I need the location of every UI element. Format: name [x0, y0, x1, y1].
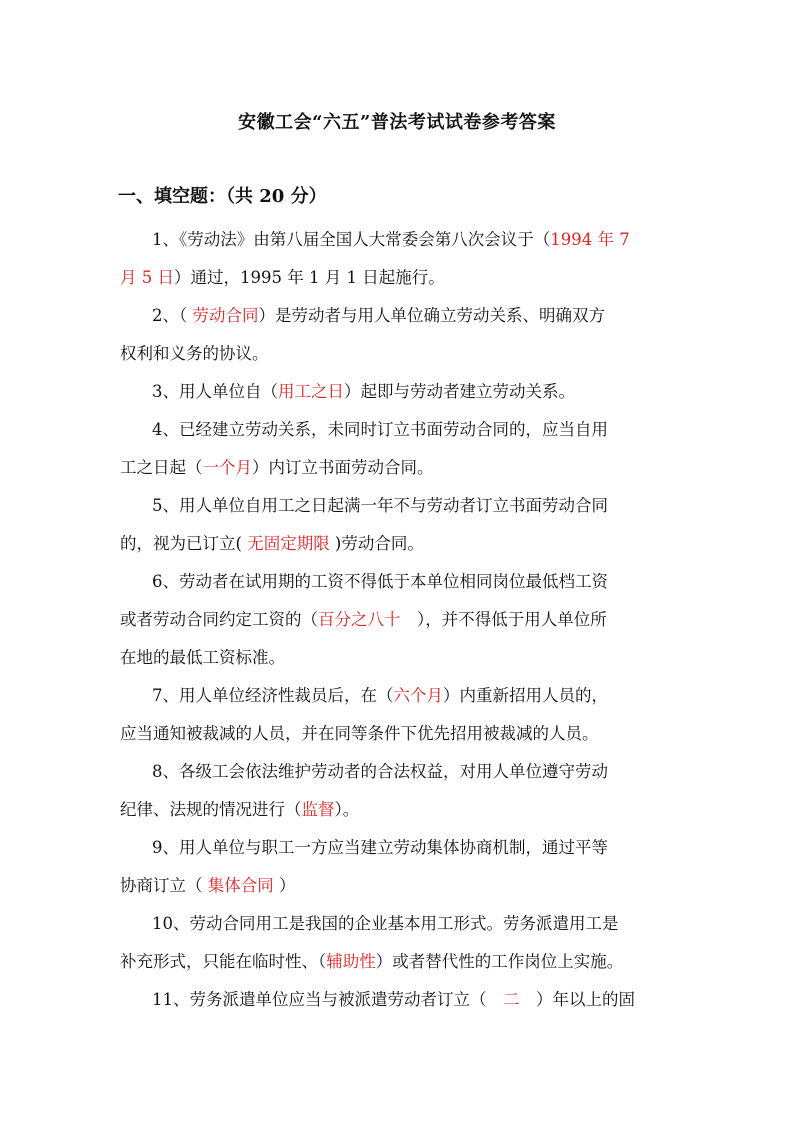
- question-text: 的，视为已订立(: [120, 534, 248, 553]
- question-item: [120, 905, 680, 981]
- question-text: 3、用人单位自（: [152, 382, 278, 401]
- question-text: 权利和义务的协议。: [120, 344, 269, 363]
- question-text: 4、已经建立劳动关系，未同时订立书面劳动合同的，应当自用: [152, 420, 608, 439]
- question-text: 10、劳动合同用工是我国的企业基本用工形式。劳务派遣用工是: [152, 914, 619, 933]
- question-line: [120, 297, 680, 335]
- question-text: 补充形式，只能在临时性、（: [120, 952, 327, 971]
- question-line: [120, 867, 680, 905]
- answer-text: 百分之八十: [318, 610, 401, 629]
- question-text: 5、用人单位自用工之日起满一年不与劳动者订立书面劳动合同: [152, 496, 608, 515]
- answer-text: 无固定期限: [247, 534, 330, 553]
- question-item: [120, 981, 680, 1019]
- question-line: [120, 715, 680, 753]
- question-line: [120, 677, 680, 715]
- question-line: [120, 601, 680, 639]
- question-text: )劳动合同。: [329, 534, 424, 553]
- question-line: [120, 525, 680, 563]
- question-line: [120, 981, 680, 1019]
- question-item: [120, 753, 680, 829]
- question-item: [120, 563, 680, 677]
- question-text: 应当通知被裁减的人员，并在同等条件下优先招用被裁减的人员。: [120, 724, 599, 743]
- answer-text: 辅助性: [326, 952, 376, 971]
- question-text: ）内重新招用人员的，: [443, 686, 608, 705]
- answer-text: 用工之日: [278, 382, 344, 401]
- question-line: [120, 221, 680, 259]
- question-text: 纪律、法规的情况进行（: [120, 800, 302, 819]
- question-text: 协商订立（: [120, 876, 208, 895]
- question-text: ）。: [334, 800, 360, 819]
- question-text: ）起即与劳动者建立劳动关系。: [344, 382, 575, 401]
- question-text: ）年以上的固: [519, 990, 635, 1009]
- question-text: 工之日起（: [120, 458, 203, 477]
- answer-text: 月 5 日: [120, 268, 174, 287]
- question-text: 8、各级工会依法维护劳动者的合法权益，对用人单位遵守劳动: [152, 762, 608, 781]
- question-text: ）或者替代性的工作岗位上实施。: [375, 952, 624, 971]
- answer-text: 监督: [301, 800, 335, 819]
- question-item: [120, 373, 680, 411]
- question-text: 1、《劳动法》由第八届全国人大常委会第八次会议于（: [152, 230, 551, 249]
- answer-text: 二: [503, 990, 520, 1009]
- question-line: [120, 639, 680, 677]
- question-item: [120, 221, 680, 297]
- question-line: [120, 943, 680, 981]
- question-text: 在地的最低工资标准。: [120, 648, 285, 667]
- question-text: 6、劳动者在试用期的工资不得低于本单位相同岗位最低档工资: [152, 572, 608, 591]
- question-text: ）通过，1995 年 1 月 1 日起施行。: [174, 268, 445, 287]
- question-line: [120, 753, 680, 791]
- answer-text: 一个月: [202, 458, 252, 477]
- question-text: ）是劳动者与用人单位确立劳动关系、明确双方: [258, 306, 605, 325]
- answer-text: 1994 年 7: [550, 230, 630, 249]
- answer-text: 集体合同: [207, 876, 274, 895]
- question-item: [120, 297, 680, 373]
- question-text: ），并不得低于用人单位所: [400, 610, 607, 629]
- question-text: ）: [273, 876, 296, 895]
- question-line: [120, 791, 680, 829]
- answer-text: 六个月: [393, 686, 443, 705]
- question-line: [120, 829, 680, 867]
- question-item: [120, 829, 680, 905]
- question-text: 7、用人单位经济性裁员后，在（: [152, 686, 394, 705]
- question-line: [120, 449, 680, 487]
- question-text: 11、劳务派遣单位应当与被派遣劳动者订立（: [152, 990, 503, 1009]
- question-line: [120, 411, 680, 449]
- question-line: [120, 335, 680, 373]
- question-line: [120, 373, 680, 411]
- question-line: [120, 905, 680, 943]
- question-text: 或者劳动合同约定工资的（: [120, 610, 318, 629]
- question-text: 9、用人单位与职工一方应当建立劳动集体协商机制，通过平等: [152, 838, 608, 857]
- section-heading: 一、填空题：（共 20 分）: [118, 186, 327, 207]
- question-item: [120, 487, 680, 563]
- question-text: 2、（: [152, 306, 193, 325]
- question-item: [120, 411, 680, 487]
- answer-text: 劳动合同: [192, 306, 259, 325]
- page-title: 安徽工会“六五”普法考试试卷参考答案: [238, 112, 556, 133]
- question-text: ）内订立书面劳动合同。: [252, 458, 434, 477]
- question-item: [120, 677, 680, 753]
- question-line: [120, 563, 680, 601]
- question-line: [120, 259, 680, 297]
- question-line: [120, 487, 680, 525]
